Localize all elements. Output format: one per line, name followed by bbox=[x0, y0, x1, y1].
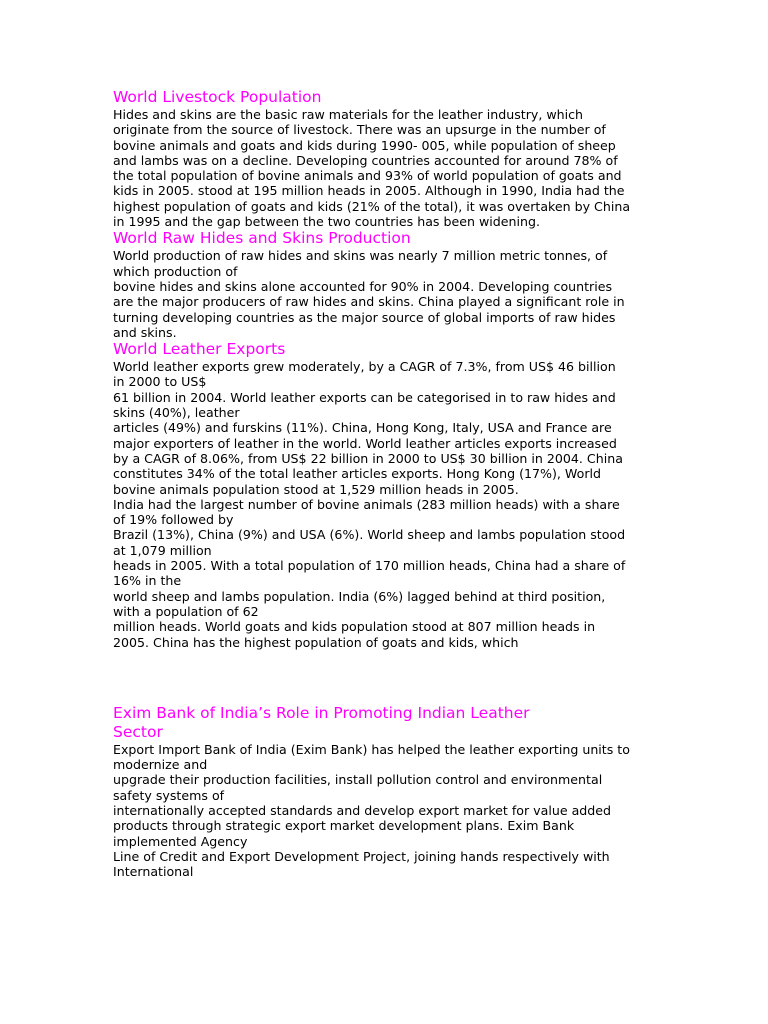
body-line: products through strategic export market development plans. Exim Bank bbox=[113, 818, 575, 834]
section-world-leather-exports bbox=[113, 340, 658, 650]
body-line: bovine animals population stood at 1,529 million heads in 2005. bbox=[113, 481, 519, 497]
section-body bbox=[113, 248, 658, 340]
body-line: constitutes 34% of the total leather articles exports. Hong Kong (17%), World bbox=[113, 466, 602, 482]
section-exim-bank-role bbox=[113, 704, 658, 880]
body-line: upgrade their production facilities, install pollution control and environmental bbox=[113, 772, 603, 788]
section-spacer bbox=[113, 650, 658, 704]
body-line: Brazil (13%), China (9%) and USA (6%). World sheep and lambs population stood bbox=[113, 527, 626, 543]
body-line: implemented Agency bbox=[113, 833, 248, 849]
body-line: bovine animals and goats and kids during 1990- 005, while population of sheep bbox=[113, 137, 616, 153]
body-line: major exporters of leather in the world. World leather articles exports increased bbox=[113, 435, 617, 451]
section-heading: World Leather Exports bbox=[113, 340, 286, 359]
body-line: bovine hides and skins alone accounted for 90% in 2004. Developing countries bbox=[113, 278, 613, 294]
section-body bbox=[113, 742, 658, 880]
body-line: Export Import Bank of India (Exim Bank) has helped the leather exporting units to bbox=[113, 741, 630, 757]
body-line: 2005. China has the highest population of goats and kids, which bbox=[113, 634, 519, 650]
heading-line: Sector bbox=[113, 722, 163, 741]
body-line: 16% in the bbox=[113, 573, 182, 589]
body-line: 61 billion in 2004. World leather exports can be categorised in to raw hides and bbox=[113, 389, 616, 405]
body-line: safety systems of bbox=[113, 787, 225, 803]
body-line: with a population of 62 bbox=[113, 603, 259, 619]
body-line: World production of raw hides and skins was nearly 7 million metric tonnes, of bbox=[113, 248, 608, 264]
body-line: the total population of bovine animals and 93% of world population of goats and bbox=[113, 168, 622, 184]
body-line: World leather exports grew moderately, by a CAGR of 7.3%, from US$ 46 billion bbox=[113, 359, 616, 375]
body-line: in 2000 to US$ bbox=[113, 374, 207, 390]
body-line: modernize and bbox=[113, 757, 208, 773]
body-line: Line of Credit and Export Development Project, joining hands respectively with bbox=[113, 848, 610, 864]
heading-line: Exim Bank of India’s Role in Promoting Indian Leather bbox=[113, 703, 530, 722]
body-line: kids in 2005. stood at 195 million heads in 2005. Although in 1990, India had the bbox=[113, 183, 625, 199]
body-line: internationally accepted standards and develop export market for value added bbox=[113, 802, 612, 818]
section-heading: World Raw Hides and Skins Production bbox=[113, 229, 411, 248]
body-line: heads in 2005. With a total population of 170 million heads, China had a share of bbox=[113, 558, 626, 574]
body-line: and skins. bbox=[113, 324, 177, 340]
body-line: of 19% followed by bbox=[113, 512, 234, 528]
section-raw-hides-production bbox=[113, 229, 658, 340]
body-line: million heads. World goats and kids population stood at 807 million heads in bbox=[113, 619, 596, 635]
section-body bbox=[113, 359, 658, 650]
body-line: and lambs was on a decline. Developing countries accounted for around 78% of bbox=[113, 152, 618, 168]
section-body bbox=[113, 107, 658, 229]
section-world-livestock-population bbox=[113, 88, 658, 229]
section-heading: World Livestock Population bbox=[113, 88, 322, 106]
body-line: world sheep and lambs population. India (6%) lagged behind at third position, bbox=[113, 588, 606, 604]
body-line: are the major producers of raw hides and skins. China played a significant role in bbox=[113, 294, 625, 310]
body-line: originate from the source of livestock. There was an upsurge in the number of bbox=[113, 122, 606, 138]
body-line: highest population of goats and kids (21% of the total), it was overtaken by China bbox=[113, 198, 631, 214]
section-heading bbox=[113, 704, 658, 742]
body-line: Hides and skins are the basic raw materials for the leather industry, which bbox=[113, 107, 584, 122]
body-line: skins (40%), leather bbox=[113, 405, 240, 421]
body-line: at 1,079 million bbox=[113, 542, 212, 558]
body-line: India had the largest number of bovine animals (283 million heads) with a share bbox=[113, 496, 620, 512]
body-line: articles (49%) and furskins (11%). China, Hong Kong, Italy, USA and France are bbox=[113, 420, 612, 436]
document-page bbox=[113, 88, 658, 879]
body-line: International bbox=[113, 864, 194, 880]
body-line: which production of bbox=[113, 263, 238, 279]
body-line: in 1995 and the gap between the two countries has been widening. bbox=[113, 214, 540, 230]
body-line: turning developing countries as the major source of global imports of raw hides bbox=[113, 309, 616, 325]
body-line: by a CAGR of 8.06%, from US$ 22 billion in 2000 to US$ 30 billion in 2004. China bbox=[113, 450, 623, 466]
